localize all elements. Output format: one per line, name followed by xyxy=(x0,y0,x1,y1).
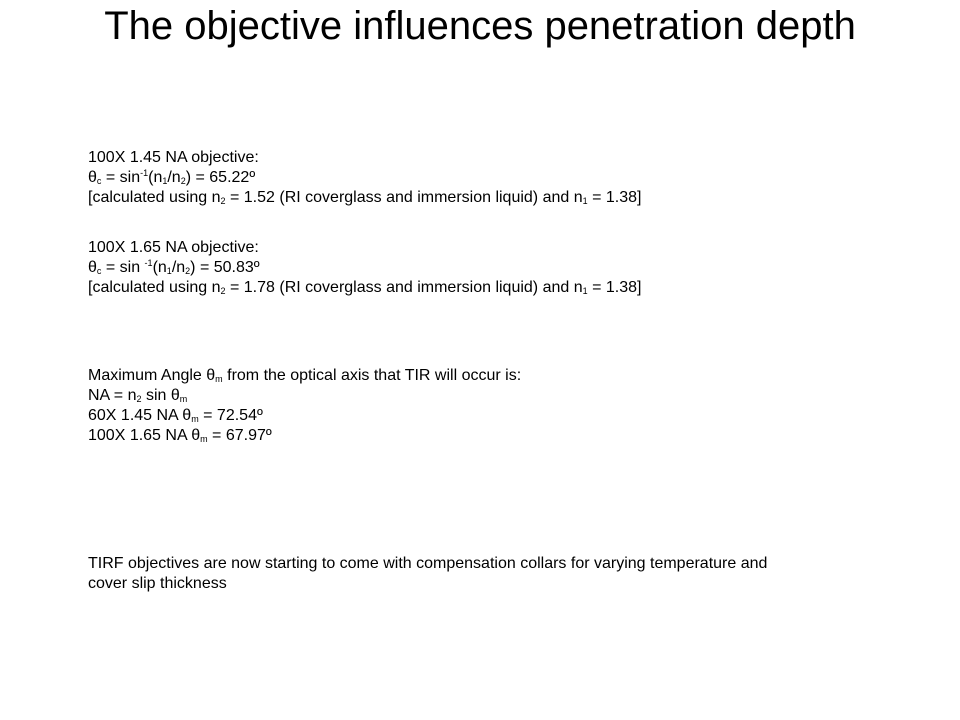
tirf-note: TIRF objectives are now starting to come with compensation collars for varying temperature and cover slip thickness xyxy=(88,555,768,592)
na-formula: NA = $n_2$ $\sin \theta_m$ xyxy=(88,387,188,404)
objective-145-block xyxy=(88,148,641,208)
calculation-note-145: [calculated using $n_2 = 1.52$ (RI coverglass and immersion liquid) and $n_1 = 1.38$] xyxy=(88,189,642,206)
critical-angle-165-equation: $\theta_c = \sin ^{-1}(n_1/n_2)$ = 50.83º xyxy=(88,258,260,276)
max-angle-60x: 60X 1.45 NA $\theta_m$ = 72.54º xyxy=(88,407,263,424)
objective-165-heading: 100X 1.65 NA objective: xyxy=(88,239,259,256)
slide-title: The objective influences penetration depth xyxy=(104,4,856,48)
critical-angle-145-equation: $\theta_c = \sin^{-1}(n_1/n_2)$ = 65.22º xyxy=(88,168,256,186)
calculation-note-165: [calculated using $n_2 = 1.78$ (RI coverglass and immersion liquid) and $n_1 = 1.38$] xyxy=(88,279,642,296)
max-angle-heading: Maximum Angle $\theta_m$ from the optical axis that TIR will occur is: xyxy=(88,367,522,384)
max-angle-block xyxy=(88,366,521,446)
max-angle-100x: 100X 1.65 NA $\theta_m$ = 67.97º xyxy=(88,427,272,444)
objective-165-block xyxy=(88,238,641,298)
objective-145-heading: 100X 1.45 NA objective: xyxy=(88,149,259,166)
